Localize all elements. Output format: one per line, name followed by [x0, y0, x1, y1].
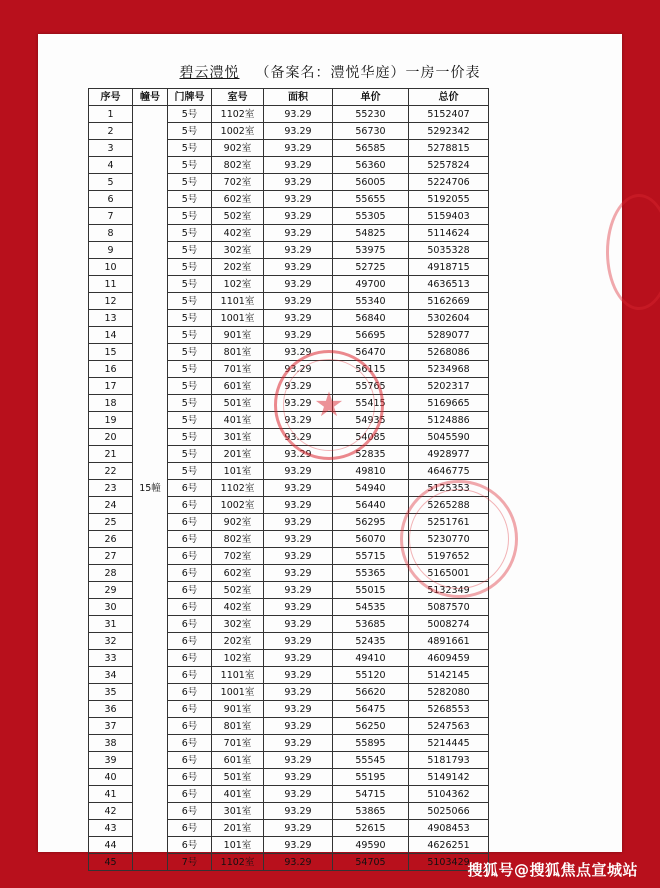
cell-unit-price: 52725	[333, 259, 409, 276]
cell-total-price: 5169665	[409, 395, 489, 412]
cell-no: 28	[89, 565, 133, 582]
cell-unit: 6号	[168, 701, 212, 718]
cell-total-price: 5159403	[409, 208, 489, 225]
cell-no: 16	[89, 361, 133, 378]
cell-no: 21	[89, 446, 133, 463]
cell-room: 202室	[212, 633, 264, 650]
cell-area: 93.29	[264, 225, 333, 242]
cell-area: 93.29	[264, 157, 333, 174]
cell-unit-price: 55895	[333, 735, 409, 752]
cell-unit-price: 53865	[333, 803, 409, 820]
cell-no: 30	[89, 599, 133, 616]
cell-total-price: 5142145	[409, 667, 489, 684]
header-no: 序号	[89, 89, 133, 106]
cell-total-price: 4609459	[409, 650, 489, 667]
cell-unit-price: 56005	[333, 174, 409, 191]
cell-unit-price: 55715	[333, 548, 409, 565]
cell-unit-price: 54705	[333, 854, 409, 871]
cell-total-price: 5103429	[409, 854, 489, 871]
cell-unit: 5号	[168, 225, 212, 242]
cell-area: 93.29	[264, 395, 333, 412]
cell-unit: 6号	[168, 514, 212, 531]
cell-room: 902室	[212, 514, 264, 531]
cell-area: 93.29	[264, 531, 333, 548]
cell-unit-price: 55655	[333, 191, 409, 208]
cell-room: 1102室	[212, 854, 264, 871]
cell-area: 93.29	[264, 242, 333, 259]
cell-room: 301室	[212, 429, 264, 446]
cell-total-price: 5125353	[409, 480, 489, 497]
cell-unit: 6号	[168, 786, 212, 803]
cell-no: 44	[89, 837, 133, 854]
cell-unit: 6号	[168, 599, 212, 616]
cell-room: 801室	[212, 718, 264, 735]
cell-room: 702室	[212, 548, 264, 565]
cell-room: 601室	[212, 752, 264, 769]
cell-no: 17	[89, 378, 133, 395]
cell-no: 2	[89, 123, 133, 140]
cell-unit: 5号	[168, 344, 212, 361]
cell-unit: 5号	[168, 293, 212, 310]
cell-room: 301室	[212, 803, 264, 820]
cell-unit: 5号	[168, 106, 212, 123]
cell-area: 93.29	[264, 327, 333, 344]
partial-seal-stamp	[606, 194, 660, 310]
cell-no: 20	[89, 429, 133, 446]
cell-unit-price: 56840	[333, 310, 409, 327]
cell-no: 22	[89, 463, 133, 480]
cell-room: 601室	[212, 378, 264, 395]
cell-area: 93.29	[264, 463, 333, 480]
cell-room: 1101室	[212, 667, 264, 684]
header-building: 幢号	[133, 89, 168, 106]
cell-unit: 6号	[168, 531, 212, 548]
cell-room: 701室	[212, 361, 264, 378]
cell-area: 93.29	[264, 837, 333, 854]
cell-room: 1001室	[212, 310, 264, 327]
cell-area: 93.29	[264, 344, 333, 361]
cell-no: 7	[89, 208, 133, 225]
cell-total-price: 5124886	[409, 412, 489, 429]
cell-area: 93.29	[264, 582, 333, 599]
cell-unit-price: 54935	[333, 412, 409, 429]
cell-unit-price: 55305	[333, 208, 409, 225]
cell-area: 93.29	[264, 446, 333, 463]
cell-total-price: 5181793	[409, 752, 489, 769]
table-header-row	[89, 89, 489, 106]
cell-unit-price: 52435	[333, 633, 409, 650]
cell-area: 93.29	[264, 565, 333, 582]
cell-total-price: 5132349	[409, 582, 489, 599]
cell-unit: 6号	[168, 820, 212, 837]
cell-unit-price: 56250	[333, 718, 409, 735]
cell-no: 39	[89, 752, 133, 769]
cell-no: 29	[89, 582, 133, 599]
cell-unit: 5号	[168, 310, 212, 327]
cell-room: 302室	[212, 242, 264, 259]
cell-unit-price: 54535	[333, 599, 409, 616]
cell-no: 33	[89, 650, 133, 667]
cell-area: 93.29	[264, 718, 333, 735]
cell-total-price: 5035328	[409, 242, 489, 259]
cell-total-price: 4918715	[409, 259, 489, 276]
cell-total-price: 5152407	[409, 106, 489, 123]
header-unit: 门牌号	[168, 89, 212, 106]
cell-area: 93.29	[264, 208, 333, 225]
cell-room: 802室	[212, 531, 264, 548]
cell-room: 1002室	[212, 497, 264, 514]
cell-unit-price: 55195	[333, 769, 409, 786]
document-page	[38, 34, 622, 868]
cell-area: 93.29	[264, 361, 333, 378]
cell-unit-price: 55545	[333, 752, 409, 769]
cell-unit-price: 54940	[333, 480, 409, 497]
cell-total-price: 5045590	[409, 429, 489, 446]
cell-no: 9	[89, 242, 133, 259]
cell-room: 802室	[212, 157, 264, 174]
cell-unit: 6号	[168, 752, 212, 769]
cell-no: 8	[89, 225, 133, 242]
cell-building: 15幢	[133, 106, 168, 871]
cell-area: 93.29	[264, 259, 333, 276]
cell-room: 1102室	[212, 106, 264, 123]
cell-no: 18	[89, 395, 133, 412]
header-total-price: 总价	[409, 89, 489, 106]
cell-no: 26	[89, 531, 133, 548]
cell-room: 1002室	[212, 123, 264, 140]
cell-area: 93.29	[264, 735, 333, 752]
cell-total-price: 4636513	[409, 276, 489, 293]
cell-unit-price: 49590	[333, 837, 409, 854]
cell-room: 401室	[212, 786, 264, 803]
cell-unit: 5号	[168, 208, 212, 225]
cell-area: 93.29	[264, 378, 333, 395]
cell-total-price: 5149142	[409, 769, 489, 786]
cell-area: 93.29	[264, 633, 333, 650]
cell-no: 5	[89, 174, 133, 191]
cell-area: 93.29	[264, 140, 333, 157]
cell-unit: 5号	[168, 259, 212, 276]
cell-area: 93.29	[264, 786, 333, 803]
cell-unit: 6号	[168, 616, 212, 633]
cell-room: 201室	[212, 446, 264, 463]
cell-no: 27	[89, 548, 133, 565]
cell-area: 93.29	[264, 616, 333, 633]
cell-unit-price: 49410	[333, 650, 409, 667]
cell-area: 93.29	[264, 701, 333, 718]
cell-unit: 6号	[168, 718, 212, 735]
cell-no: 31	[89, 616, 133, 633]
cell-unit: 6号	[168, 667, 212, 684]
cell-total-price: 5165001	[409, 565, 489, 582]
cell-unit: 6号	[168, 735, 212, 752]
cell-area: 93.29	[264, 667, 333, 684]
cell-total-price: 5247563	[409, 718, 489, 735]
cell-total-price: 5230770	[409, 531, 489, 548]
cell-unit: 5号	[168, 123, 212, 140]
cell-total-price: 4928977	[409, 446, 489, 463]
cell-unit-price: 52835	[333, 446, 409, 463]
cell-unit-price: 56295	[333, 514, 409, 531]
cell-unit-price: 56070	[333, 531, 409, 548]
cell-area: 93.29	[264, 752, 333, 769]
cell-unit-price: 56695	[333, 327, 409, 344]
cell-unit-price: 56360	[333, 157, 409, 174]
cell-total-price: 5214445	[409, 735, 489, 752]
cell-room: 101室	[212, 463, 264, 480]
cell-total-price: 5257824	[409, 157, 489, 174]
cell-total-price: 5114624	[409, 225, 489, 242]
cell-no: 15	[89, 344, 133, 361]
cell-no: 41	[89, 786, 133, 803]
header-unit-price: 单价	[333, 89, 409, 106]
cell-total-price: 5282080	[409, 684, 489, 701]
cell-area: 93.29	[264, 106, 333, 123]
cell-unit: 6号	[168, 684, 212, 701]
price-table	[88, 88, 489, 871]
cell-unit-price: 55415	[333, 395, 409, 412]
cell-no: 43	[89, 820, 133, 837]
cell-area: 93.29	[264, 820, 333, 837]
cell-no: 1	[89, 106, 133, 123]
cell-total-price: 5202317	[409, 378, 489, 395]
cell-unit-price: 55765	[333, 378, 409, 395]
cell-room: 102室	[212, 650, 264, 667]
project-name: 碧云澧悦	[179, 65, 240, 81]
cell-room: 1001室	[212, 684, 264, 701]
cell-unit: 5号	[168, 395, 212, 412]
cell-unit-price: 56470	[333, 344, 409, 361]
cell-area: 93.29	[264, 599, 333, 616]
cell-unit: 6号	[168, 650, 212, 667]
cell-unit-price: 54715	[333, 786, 409, 803]
cell-unit-price: 54085	[333, 429, 409, 446]
cell-unit: 5号	[168, 140, 212, 157]
cell-no: 10	[89, 259, 133, 276]
cell-no: 4	[89, 157, 133, 174]
cell-no: 36	[89, 701, 133, 718]
cell-unit: 6号	[168, 769, 212, 786]
cell-unit: 7号	[168, 854, 212, 871]
cell-area: 93.29	[264, 650, 333, 667]
cell-room: 501室	[212, 769, 264, 786]
cell-unit-price: 53975	[333, 242, 409, 259]
cell-unit-price: 54825	[333, 225, 409, 242]
cell-unit-price: 56620	[333, 684, 409, 701]
cell-unit: 6号	[168, 548, 212, 565]
cell-total-price: 5087570	[409, 599, 489, 616]
watermark-text: 搜狐号@搜狐焦点宣城站	[467, 861, 638, 879]
cell-unit-price: 56730	[333, 123, 409, 140]
cell-no: 32	[89, 633, 133, 650]
cell-no: 11	[89, 276, 133, 293]
cell-unit: 6号	[168, 837, 212, 854]
cell-unit: 6号	[168, 565, 212, 582]
cell-room: 502室	[212, 208, 264, 225]
cell-unit-price: 55120	[333, 667, 409, 684]
cell-no: 34	[89, 667, 133, 684]
cell-unit: 5号	[168, 327, 212, 344]
cell-room: 501室	[212, 395, 264, 412]
cell-area: 93.29	[264, 191, 333, 208]
cell-room: 602室	[212, 565, 264, 582]
cell-unit: 5号	[168, 446, 212, 463]
cell-room: 1102室	[212, 480, 264, 497]
cell-room: 902室	[212, 140, 264, 157]
cell-no: 12	[89, 293, 133, 310]
cell-total-price: 5224706	[409, 174, 489, 191]
cell-total-price: 4626251	[409, 837, 489, 854]
header-area: 面积	[264, 89, 333, 106]
cell-unit: 5号	[168, 378, 212, 395]
cell-room: 402室	[212, 599, 264, 616]
cell-room: 901室	[212, 327, 264, 344]
cell-unit-price: 55365	[333, 565, 409, 582]
title-subtitle: （备案名：澧悦华庭）一房一价表	[255, 65, 481, 81]
cell-total-price: 5265288	[409, 497, 489, 514]
cell-area: 93.29	[264, 310, 333, 327]
cell-no: 24	[89, 497, 133, 514]
cell-room: 302室	[212, 616, 264, 633]
cell-unit: 6号	[168, 582, 212, 599]
cell-total-price: 5104362	[409, 786, 489, 803]
cell-no: 25	[89, 514, 133, 531]
cell-area: 93.29	[264, 769, 333, 786]
cell-no: 13	[89, 310, 133, 327]
cell-area: 93.29	[264, 123, 333, 140]
table-row	[89, 106, 489, 123]
cell-total-price: 5292342	[409, 123, 489, 140]
cell-area: 93.29	[264, 854, 333, 871]
cell-unit: 6号	[168, 803, 212, 820]
cell-total-price: 5268553	[409, 701, 489, 718]
cell-unit: 5号	[168, 361, 212, 378]
cell-unit: 5号	[168, 276, 212, 293]
cell-room: 901室	[212, 701, 264, 718]
cell-area: 93.29	[264, 514, 333, 531]
cell-area: 93.29	[264, 480, 333, 497]
cell-total-price: 5251761	[409, 514, 489, 531]
cell-area: 93.29	[264, 174, 333, 191]
cell-unit: 6号	[168, 480, 212, 497]
cell-no: 35	[89, 684, 133, 701]
cell-area: 93.29	[264, 497, 333, 514]
header-room: 室号	[212, 89, 264, 106]
cell-total-price: 5234968	[409, 361, 489, 378]
cell-total-price: 4908453	[409, 820, 489, 837]
cell-unit-price: 52615	[333, 820, 409, 837]
cell-room: 101室	[212, 837, 264, 854]
cell-room: 801室	[212, 344, 264, 361]
cell-unit: 6号	[168, 497, 212, 514]
cell-no: 19	[89, 412, 133, 429]
cell-room: 401室	[212, 412, 264, 429]
cell-unit: 5号	[168, 412, 212, 429]
cell-unit: 6号	[168, 633, 212, 650]
cell-room: 202室	[212, 259, 264, 276]
cell-total-price: 4646775	[409, 463, 489, 480]
cell-total-price: 5289077	[409, 327, 489, 344]
cell-unit-price: 55340	[333, 293, 409, 310]
cell-unit: 5号	[168, 242, 212, 259]
cell-total-price: 5162669	[409, 293, 489, 310]
cell-total-price: 5192055	[409, 191, 489, 208]
cell-room: 1101室	[212, 293, 264, 310]
cell-room: 402室	[212, 225, 264, 242]
cell-area: 93.29	[264, 276, 333, 293]
cell-unit-price: 55015	[333, 582, 409, 599]
cell-no: 45	[89, 854, 133, 871]
cell-total-price: 5268086	[409, 344, 489, 361]
cell-unit: 5号	[168, 157, 212, 174]
cell-room: 702室	[212, 174, 264, 191]
cell-room: 102室	[212, 276, 264, 293]
cell-total-price: 5197652	[409, 548, 489, 565]
official-seal-stamp: ★	[274, 350, 384, 460]
cell-unit-price: 56585	[333, 140, 409, 157]
cell-no: 23	[89, 480, 133, 497]
cell-unit-price: 49810	[333, 463, 409, 480]
cell-total-price: 5025066	[409, 803, 489, 820]
cell-total-price: 4891661	[409, 633, 489, 650]
cell-no: 40	[89, 769, 133, 786]
cell-area: 93.29	[264, 429, 333, 446]
cell-no: 3	[89, 140, 133, 157]
cell-room: 602室	[212, 191, 264, 208]
cell-unit-price: 49700	[333, 276, 409, 293]
cell-unit-price: 56475	[333, 701, 409, 718]
cell-unit-price: 56115	[333, 361, 409, 378]
cell-area: 93.29	[264, 412, 333, 429]
cell-unit-price: 53685	[333, 616, 409, 633]
cell-area: 93.29	[264, 548, 333, 565]
cell-unit: 5号	[168, 191, 212, 208]
cell-no: 14	[89, 327, 133, 344]
cell-area: 93.29	[264, 293, 333, 310]
table-body	[89, 106, 489, 871]
cell-unit: 5号	[168, 174, 212, 191]
cell-room: 701室	[212, 735, 264, 752]
cell-room: 502室	[212, 582, 264, 599]
cell-total-price: 5278815	[409, 140, 489, 157]
cell-unit-price: 55230	[333, 106, 409, 123]
cell-total-price: 5302604	[409, 310, 489, 327]
cell-total-price: 5008274	[409, 616, 489, 633]
cell-no: 37	[89, 718, 133, 735]
cell-unit: 5号	[168, 429, 212, 446]
cell-no: 42	[89, 803, 133, 820]
cell-area: 93.29	[264, 803, 333, 820]
cell-area: 93.29	[264, 684, 333, 701]
document-title	[38, 62, 622, 82]
cell-no: 6	[89, 191, 133, 208]
cell-unit: 5号	[168, 463, 212, 480]
cell-room: 201室	[212, 820, 264, 837]
cell-no: 38	[89, 735, 133, 752]
cell-unit-price: 56440	[333, 497, 409, 514]
